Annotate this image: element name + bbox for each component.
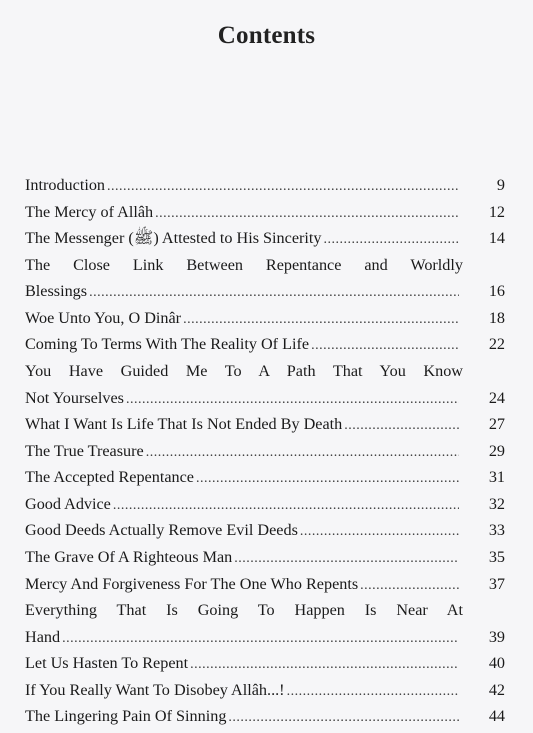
toc-entry[interactable]: [25, 225, 505, 252]
toc-page-number: 16: [488, 282, 505, 301]
dot-leader: [183, 307, 459, 334]
toc-entry[interactable]: [25, 172, 505, 199]
toc-entry[interactable]: [25, 597, 505, 650]
toc-page-number: 24: [488, 388, 505, 407]
toc-page-number: 18: [488, 308, 505, 327]
toc-entry[interactable]: [25, 252, 505, 305]
dot-leader: [155, 201, 459, 228]
toc-entry-title: Good Deeds Actually Remove Evil Deeds: [25, 521, 298, 540]
dot-leader: [190, 652, 459, 679]
toc-entry[interactable]: [25, 199, 505, 226]
dot-leader: [62, 626, 459, 653]
dot-leader: [311, 333, 459, 360]
dot-leader: [360, 573, 459, 600]
toc-entry[interactable]: [25, 331, 505, 358]
toc-page-number: 37: [488, 574, 505, 593]
toc-entry-title: If You Really Want To Disobey Allâh...!: [25, 680, 285, 699]
toc-entry-title: Let Us Hasten To Repent: [25, 654, 189, 673]
dot-leader: [287, 679, 459, 706]
toc-page-number: 44: [488, 707, 505, 726]
toc-entry[interactable]: [25, 544, 505, 571]
toc-entry[interactable]: [25, 703, 505, 730]
toc-entry[interactable]: [25, 438, 505, 465]
toc-page-number: 40: [488, 654, 505, 673]
toc-entry-title-line2: Not Yourselves: [25, 388, 124, 407]
toc-entry-title: Coming To Terms With The Reality Of Life: [25, 335, 310, 354]
dot-leader: [300, 519, 459, 546]
toc-entry-title-line2: Blessings: [25, 282, 88, 301]
toc-entry-title: The Accepted Repentance: [25, 468, 194, 487]
toc-entry-title: What I Want Is Life That Is Not Ended By Death: [25, 414, 343, 433]
toc-entry-title-line1: Everything That Is Going To Happen Is Near At: [25, 601, 463, 620]
toc-page-number: 27: [488, 414, 505, 433]
dot-leader: [196, 466, 459, 493]
toc-entry-title-line2: Hand: [25, 627, 61, 646]
toc-entry[interactable]: [25, 358, 505, 411]
toc-entry[interactable]: [25, 464, 505, 491]
toc-entry-title: Woe Unto You, O Dinâr: [25, 308, 182, 327]
toc-entry[interactable]: [25, 517, 505, 544]
toc-page-number: 42: [488, 680, 505, 699]
toc-entry-title-line1: The Close Link Between Repentance and Worldly: [25, 255, 463, 274]
toc-entry-title: The Messenger (ﷺ) Attested to His Sincerity: [25, 229, 322, 248]
toc-entry[interactable]: [25, 305, 505, 332]
toc-entry-title: The Grave Of A Righteous Man: [25, 547, 233, 566]
toc-page-number: 9: [496, 176, 505, 194]
toc-page-number: 29: [488, 441, 505, 460]
toc-entry-title: Mercy And Forgiveness For The One Who Repents: [25, 574, 359, 593]
dot-leader: [234, 546, 459, 573]
toc-entry-title: Good Advice: [25, 494, 111, 513]
toc-entry-title-line1: You Have Guided Me To A Path That You Know: [25, 361, 463, 380]
toc-page-number: 14: [488, 229, 505, 248]
dot-leader: [324, 227, 460, 254]
dot-leader: [344, 413, 459, 440]
dot-leader: [146, 440, 459, 467]
toc-page-number: 39: [488, 627, 505, 646]
table-of-contents: [25, 172, 505, 730]
toc-page-number: 32: [488, 494, 505, 513]
toc-entry-title: The Lingering Pain Of Sinning: [25, 707, 227, 726]
dot-leader: [89, 280, 459, 307]
page-title: Contents: [217, 22, 316, 49]
toc-entry[interactable]: [25, 491, 505, 518]
toc-entry-title: The True Treasure: [25, 441, 144, 460]
dot-leader: [126, 387, 459, 414]
toc-entry[interactable]: [25, 411, 505, 438]
dot-leader: [107, 174, 459, 201]
dot-leader: [228, 705, 459, 732]
toc-page-number: 22: [488, 335, 505, 354]
toc-page-number: 12: [488, 202, 505, 221]
toc-entry[interactable]: [25, 677, 505, 704]
toc-entry-title: The Mercy of Allâh: [25, 202, 154, 221]
toc-page-number: 31: [488, 468, 505, 487]
toc-entry-title: Introduction: [25, 176, 106, 194]
toc-page-number: 35: [488, 547, 505, 566]
toc-entry[interactable]: [25, 571, 505, 598]
toc-page-number: 33: [488, 521, 505, 540]
dot-leader: [113, 493, 459, 520]
toc-entry[interactable]: [25, 650, 505, 677]
